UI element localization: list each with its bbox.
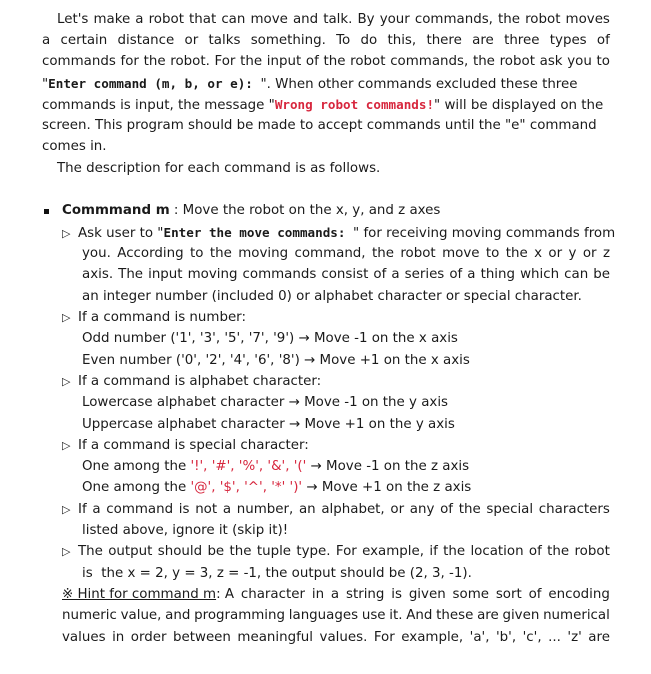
word: in	[112, 630, 125, 645]
word: languages	[288, 608, 359, 623]
word: be	[207, 544, 225, 559]
word: which	[520, 267, 560, 282]
word: or	[582, 246, 597, 261]
word: z	[602, 246, 610, 261]
word: robot.	[170, 54, 210, 69]
output-rule-1	[62, 543, 610, 561]
word: types	[549, 33, 587, 48]
word: given	[408, 587, 446, 602]
special-chars-minus: '!', '#', '%', '&', '('	[190, 459, 307, 474]
word: encoding	[548, 587, 610, 602]
intro-line-4: "Enter command (m, b, or e): ". When other commands excluded these three	[42, 76, 578, 92]
word: commands,	[390, 54, 469, 69]
word: your	[379, 12, 410, 27]
word: is	[391, 587, 402, 602]
word: numeric	[62, 608, 117, 623]
ask-line-2	[82, 245, 610, 263]
word: of	[305, 54, 319, 69]
word: talks	[208, 33, 241, 48]
hint-line-1: ※ Hint for command m : A character in a string is given some sort of encoding	[62, 587, 610, 602]
word: should	[157, 544, 203, 559]
word: the	[472, 54, 495, 69]
word: command,	[294, 246, 366, 261]
word: value,	[120, 608, 162, 623]
word: of	[449, 267, 463, 282]
word: the	[143, 54, 166, 69]
word: robot	[400, 246, 436, 261]
intro-line-3	[42, 53, 610, 71]
word: special	[486, 502, 534, 517]
word: a	[467, 267, 476, 282]
word: be	[593, 267, 610, 282]
word: location	[470, 544, 524, 559]
word: The	[78, 544, 103, 559]
word: If	[78, 502, 87, 517]
word: a	[222, 502, 232, 517]
word: the	[240, 54, 263, 69]
word: For	[373, 630, 395, 645]
word: the	[505, 246, 528, 261]
word: tuple	[256, 544, 292, 559]
word: 'c',	[522, 630, 542, 645]
word: of	[373, 267, 387, 282]
triangle-bullet-icon: ▷	[62, 545, 71, 558]
word: an	[298, 502, 316, 517]
word: and	[165, 608, 191, 623]
word: command	[106, 502, 174, 517]
word: in	[311, 587, 325, 602]
word: robot	[350, 54, 386, 69]
word: axis.	[82, 267, 114, 282]
word: A	[224, 587, 235, 602]
word: the	[498, 12, 521, 27]
word: make	[93, 12, 131, 27]
word: or	[548, 246, 563, 261]
triangle-bullet-icon: ▷	[62, 311, 71, 324]
word: robot	[499, 54, 535, 69]
word: moves	[565, 12, 610, 27]
word: The	[118, 267, 144, 282]
word: commands	[242, 267, 317, 282]
word: to	[596, 54, 610, 69]
word: output	[108, 544, 153, 559]
word: the	[458, 502, 481, 517]
triangle-bullet-icon: ▷	[62, 375, 71, 388]
word: the	[323, 54, 346, 69]
move-prompt-code: Enter the move commands:	[163, 225, 354, 240]
word: certain	[60, 33, 108, 48]
intro-line-2	[42, 32, 610, 50]
intro-line-1	[57, 11, 610, 29]
triangle-bullet-icon: ▷	[62, 227, 71, 240]
word: a	[92, 502, 101, 517]
word: moving	[187, 267, 238, 282]
word: if	[429, 544, 438, 559]
word: or	[390, 502, 405, 517]
word: ask	[539, 54, 563, 69]
word: meaningful	[237, 630, 314, 645]
word: string	[345, 587, 385, 602]
word: the	[229, 544, 252, 559]
word: input	[266, 54, 302, 69]
word: there	[426, 33, 462, 48]
skip-rule-2: listed above, ignore it (skip it)!	[82, 523, 289, 538]
word: can	[221, 12, 246, 27]
word: between	[173, 630, 231, 645]
word: it.	[389, 608, 403, 623]
intro-line-6: screen. This program should be made to accept commands until the "e" command	[42, 118, 597, 133]
word: characters	[538, 502, 610, 517]
word: given	[502, 608, 540, 623]
word: For	[214, 54, 236, 69]
word: a	[135, 12, 144, 27]
word: numerical	[543, 608, 610, 623]
word: series	[404, 267, 445, 282]
word: can	[564, 267, 589, 282]
even-number-rule: Even number ('0', '2', '4', '6', '8') → Move +1 on the x axis	[82, 353, 470, 368]
word: are	[588, 630, 610, 645]
alphabet-heading: ▷ If a command is alphabet character:	[62, 374, 322, 389]
word: programming	[194, 608, 286, 623]
word: the	[547, 544, 570, 559]
word: something.	[250, 33, 326, 48]
word: and	[292, 12, 319, 27]
word: of	[596, 33, 610, 48]
word: a	[42, 33, 51, 48]
word: consist	[321, 267, 369, 282]
ask-line-3	[82, 266, 610, 284]
word: example,	[362, 544, 425, 559]
hint-line-3	[62, 629, 610, 647]
word: input	[148, 267, 183, 282]
word: for	[120, 54, 139, 69]
word: are	[472, 33, 494, 48]
skip-rule-1	[62, 501, 610, 519]
ask-line-4: an integer number (included 0) or alphabet character or special character.	[82, 289, 582, 304]
bullet-square-icon	[44, 209, 49, 214]
word: robot	[525, 12, 561, 27]
word: the	[209, 246, 232, 261]
word: robot	[148, 12, 184, 27]
word: For	[335, 544, 357, 559]
word: are	[477, 608, 499, 623]
word: alphabet,	[321, 502, 385, 517]
prompt-code: Enter command (m, b, or e):	[48, 76, 261, 91]
word: thing	[480, 267, 516, 282]
word: you	[567, 54, 592, 69]
ask-line-1: ▷ Ask user to "Enter the move commands: " for receiving moving commands from	[62, 225, 616, 241]
hint-line-2	[62, 607, 610, 625]
word: the	[443, 544, 466, 559]
special-chars-plus: '@', '$', '^', '*' ')'	[190, 480, 303, 495]
word: values.	[319, 630, 368, 645]
word: of	[528, 587, 542, 602]
word: to	[485, 246, 500, 261]
word: 'b',	[496, 630, 517, 645]
word: 'a',	[469, 630, 490, 645]
hint-label: ※ Hint for command m	[62, 587, 217, 602]
uppercase-rule: Uppercase alphabet character → Move +1 on the y axis	[82, 417, 455, 432]
word: any	[409, 502, 435, 517]
word: this,	[387, 33, 417, 48]
word: these	[436, 608, 474, 623]
word: do	[360, 33, 378, 48]
word: y	[568, 246, 577, 261]
word: And	[406, 608, 433, 623]
word: a	[330, 587, 340, 602]
triangle-bullet-icon: ▷	[62, 439, 71, 452]
word: to	[189, 246, 204, 261]
word: of	[528, 544, 542, 559]
word: talk.	[323, 12, 353, 27]
word: values	[62, 630, 106, 645]
word: order	[130, 630, 167, 645]
word: that	[189, 12, 217, 27]
word: the	[371, 246, 394, 261]
special-rule-plus: One among the '@', '$', '^', '*' ')' → Move +1 on the z axis	[82, 480, 472, 495]
word: number,	[236, 502, 294, 517]
word: character	[240, 587, 305, 602]
word: three	[504, 33, 540, 48]
intro-line-5: commands is input, the message "Wrong robot commands!" will be displayed on the	[42, 97, 604, 113]
word: or	[184, 33, 199, 48]
word: robot	[574, 544, 610, 559]
word: you.	[82, 246, 111, 261]
word: According	[117, 246, 184, 261]
word: of	[440, 502, 454, 517]
word: 'z'	[567, 630, 582, 645]
error-message-code: Wrong robot commands!	[274, 97, 435, 112]
word: distance	[117, 33, 175, 48]
word: example,	[401, 630, 464, 645]
word: sort	[495, 587, 522, 602]
odd-number-rule: Odd number ('1', '3', '5', '7', '9') → Move -1 on the x axis	[82, 331, 458, 346]
command-m-heading: Commmand m : Move the robot on the x, y, and z axes	[62, 203, 441, 218]
word: x	[534, 246, 543, 261]
special-rule-minus: One among the '!', '#', '%', '&', '(' → Move -1 on the z axis	[82, 459, 470, 474]
word: commands	[42, 54, 116, 69]
word: Let's	[57, 12, 89, 27]
word: To	[336, 33, 351, 48]
word: use	[361, 608, 386, 623]
triangle-bullet-icon: ▷	[62, 503, 71, 516]
word: not	[195, 502, 218, 517]
special-heading: ▷ If a command is special character:	[62, 438, 309, 453]
word: By	[357, 12, 375, 27]
word: move	[442, 246, 480, 261]
word: some	[452, 587, 489, 602]
lowercase-rule: Lowercase alphabet character → Move -1 on the y axis	[82, 395, 449, 410]
word: commands,	[414, 12, 493, 27]
output-rule-2: is the x = 2, y = 3, z = -1, the output should be (2, 3, -1).	[82, 566, 472, 581]
intro-line-7: comes in.	[42, 139, 107, 154]
word: a	[391, 267, 400, 282]
word: is	[178, 502, 190, 517]
number-heading: ▷ If a command is number:	[62, 310, 246, 325]
word: moving	[238, 246, 289, 261]
word: type.	[296, 544, 331, 559]
description-line: The description for each command is as follows.	[57, 161, 381, 176]
word: move	[250, 12, 288, 27]
word: ...	[548, 630, 561, 645]
